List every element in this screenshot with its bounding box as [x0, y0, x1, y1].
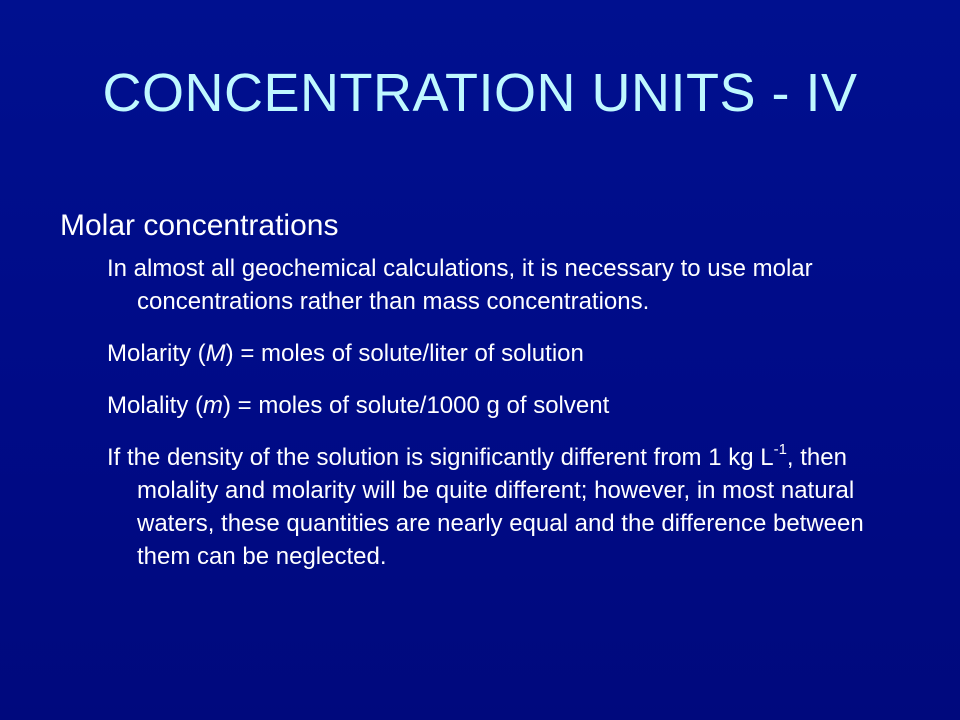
molarity-symbol: M [205, 340, 226, 367]
density-text-post: , then molality and molarity will be quite different; however, in most natural waters, these quantities are nearly equal and the difference between them can be neglected. [137, 444, 864, 570]
molarity-text-post: ) = moles of solute/liter of solution [225, 340, 584, 367]
section-heading: Molar concentrations [60, 209, 339, 242]
molality-symbol: m [203, 392, 224, 419]
slide-content [60, 206, 920, 592]
molality-text-post: ) = moles of solute/1000 g of solvent [223, 392, 610, 419]
bullet-intro: In almost all geochemical calculations, it is necessary to use molar concentrations rather than mass concentrations. [107, 255, 813, 315]
bullet-density [107, 441, 920, 573]
bullet-molarity [107, 337, 920, 370]
bullet-molality [107, 389, 920, 422]
molarity-text-pre: Molarity ( [107, 340, 206, 367]
molality-text-pre: Molality ( [107, 392, 204, 419]
density-superscript: -1 [773, 441, 787, 458]
density-text-pre: If the density of the solution is significantly different from 1 kg L [107, 444, 774, 471]
slide-title: CONCENTRATION UNITS - IV [102, 63, 858, 123]
